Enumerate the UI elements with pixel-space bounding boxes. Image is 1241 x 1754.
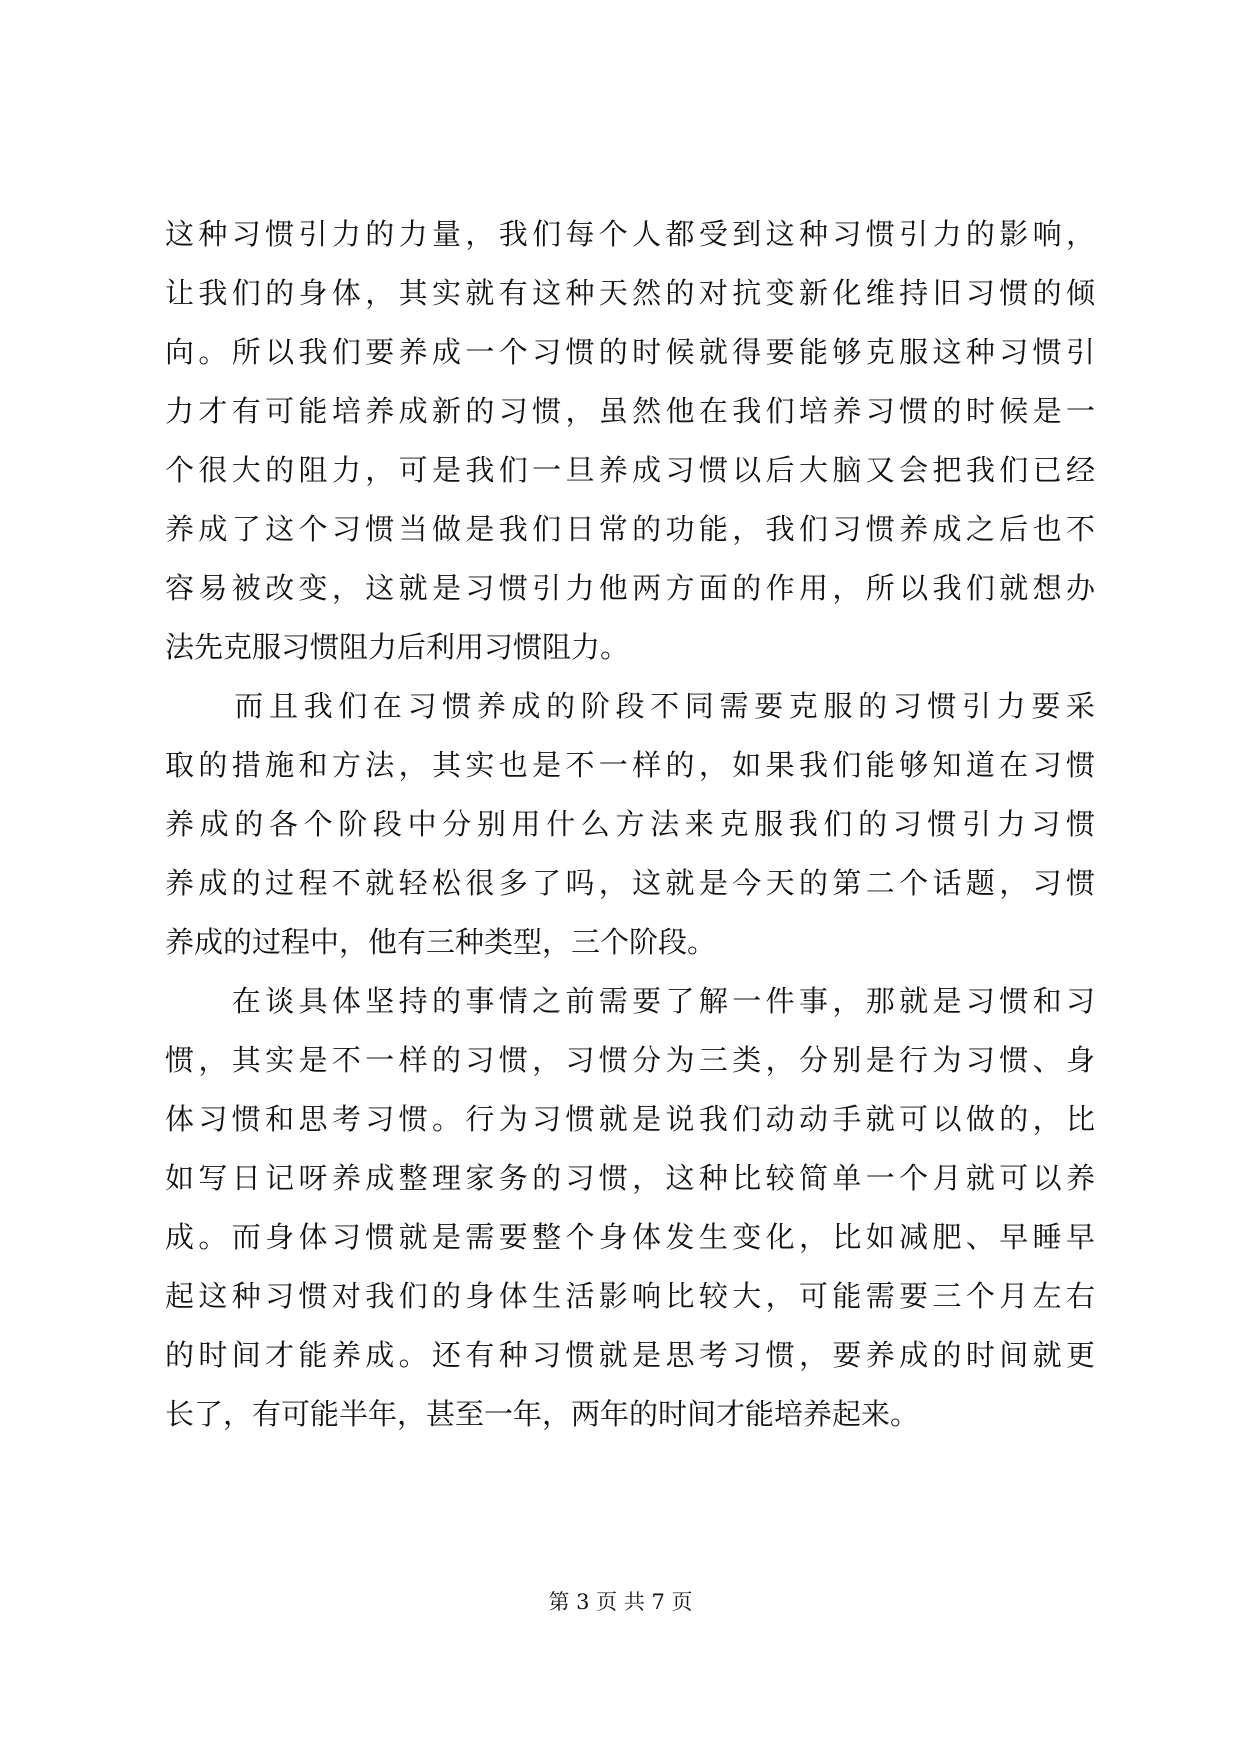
text-line: 养成的各个阶段中分别用什么方法来克服我们的习惯引力习惯 [165, 807, 1095, 841]
text-line: 长了，有可能半年，甚至一年，两年的时间才能培养起来。 [165, 1397, 920, 1431]
text-line: 而且我们在习惯养成的阶段不同需要克服的习惯引力要采 [165, 689, 1095, 723]
text-line: 养成的过程不就轻松很多了吗，这就是今天的第二个话题，习惯 [165, 866, 1095, 900]
text-line: 这种习惯引力的力量，我们每个人都受到这种习惯引力的影响， [165, 217, 1095, 251]
text-line: 法先克服习惯阻力后利用习惯阻力。 [165, 630, 630, 664]
text-line: 体习惯和思考习惯。行为习惯就是说我们动动手就可以做的，比 [165, 1102, 1095, 1136]
text-line: 惯，其实是不一样的习惯，习惯分为三类，分别是行为习惯、身 [165, 1043, 1095, 1077]
text-line: 养成了这个习惯当做是我们日常的功能，我们习惯养成之后也不 [165, 512, 1095, 546]
text-line: 力才有可能培养成新的习惯，虽然他在我们培养习惯的时候是一 [165, 394, 1095, 428]
body-text [165, 205, 1095, 1444]
text-line: 的时间才能养成。还有种习惯就是思考习惯，要养成的时间就更 [165, 1338, 1095, 1372]
page-footer: 第 3 页 共 7 页 [548, 1590, 693, 1614]
text-line: 在谈具体坚持的事情之前需要了解一件事，那就是习惯和习 [165, 984, 1095, 1018]
text-line: 成。而身体习惯就是需要整个身体发生变化，比如减肥、早睡早 [165, 1220, 1095, 1254]
text-line: 向。所以我们要养成一个习惯的时候就得要能够克服这种习惯引 [165, 335, 1095, 369]
text-line: 取的措施和方法，其实也是不一样的，如果我们能够知道在习惯 [165, 748, 1095, 782]
text-line: 如写日记呀养成整理家务的习惯，这种比较简单一个月就可以养 [165, 1161, 1095, 1195]
text-line: 起这种习惯对我们的身体生活影响比较大，可能需要三个月左右 [165, 1279, 1095, 1313]
text-line: 让我们的身体，其实就有这种天然的对抗变新化维持旧习惯的倾 [165, 276, 1095, 310]
text-line: 容易被改变，这就是习惯引力他两方面的作用，所以我们就想办 [165, 571, 1095, 605]
text-line: 养成的过程中，他有三种类型，三个阶段。 [165, 925, 717, 959]
text-line: 个很大的阻力，可是我们一旦养成习惯以后大脑又会把我们已经 [165, 453, 1095, 487]
